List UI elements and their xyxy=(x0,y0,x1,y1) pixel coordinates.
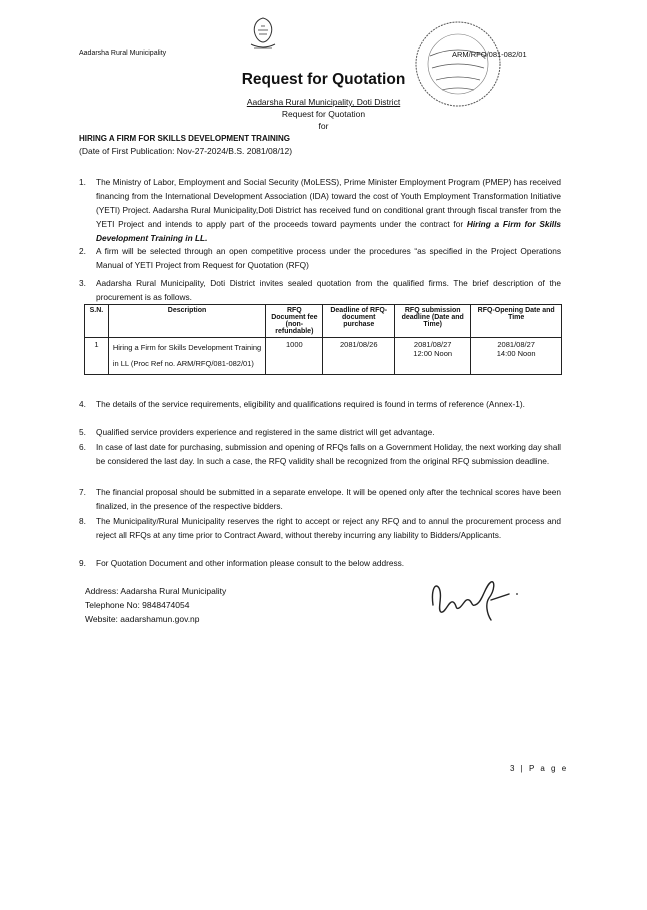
page-title: Request for Quotation xyxy=(241,71,406,88)
clause-2 xyxy=(79,244,561,272)
office-name: Aadarsha Rural Municipality, Doti District xyxy=(246,97,401,107)
opening-time: 14:00 Noon xyxy=(496,349,536,358)
signature-mark xyxy=(425,570,525,630)
contact-website: Website: aadarshamun.gov.np xyxy=(85,614,200,624)
clause-5 xyxy=(79,425,561,439)
clause-text: Qualified service providers experience and registered in the same district will get advantage. xyxy=(96,427,435,437)
clause-number: 5. xyxy=(79,427,86,437)
publication-date: (Date of First Publication: Nov-27-2024/B.S. 2081/08/12) xyxy=(79,146,293,156)
page-number: 3 | P a g e xyxy=(510,764,569,773)
clause-text: The Municipality/Rural Municipality reserves the right to accept or reject any RFQ and to annul the procurement process and reject all RFQs at any time prior to Contract Award, without thereby incurring any liability to Bidders/Applicants. xyxy=(96,516,561,540)
clause-number: 6. xyxy=(79,442,86,452)
clause-8 xyxy=(79,514,561,542)
clause-number: 2. xyxy=(79,246,86,256)
submission-time: 12:00 Noon xyxy=(413,349,453,358)
cell-sn: 1 xyxy=(85,338,109,375)
column-header-fee: RFQ Document fee (non-refundable) xyxy=(266,305,323,338)
cell-opening xyxy=(471,338,562,375)
subtitle-rfq: Request for Quotation xyxy=(281,109,366,119)
clause-text: In case of last date for purchasing, submission and opening of RFQs falls on a Government Holiday, the next working day shall be considered the last day. In such a case, the RFQ validity shall be recognized from the original RFQ submission deadline. xyxy=(96,442,561,466)
cell-fee: 1000 xyxy=(266,338,323,375)
clause-number: 9. xyxy=(79,558,86,568)
column-header-submission: RFQ submission deadline (Date and Time) xyxy=(395,305,471,338)
column-header-purchase-deadline: Deadline of RFQ-document purchase xyxy=(323,305,395,338)
project-title: HIRING A FIRM FOR SKILLS DEVELOPMENT TRAINING xyxy=(79,134,290,143)
clause-text: A firm will be selected through an open competitive process under the procedures “as specified in the Project Operations Manual of YETI Project from Request for Quotation (RFQ) xyxy=(96,246,561,270)
cell-submission xyxy=(395,338,471,375)
clause-number: 4. xyxy=(79,399,86,409)
column-header-sn: S.N. xyxy=(85,305,109,338)
clause-1 xyxy=(79,175,561,245)
nepal-emblem-icon xyxy=(245,14,281,56)
clause-number: 1. xyxy=(79,177,86,187)
clause-text: For Quotation Document and other information please consult to the below address. xyxy=(96,558,405,568)
contact-address: Address: Aadarsha Rural Municipality xyxy=(85,586,227,596)
clause-6 xyxy=(79,440,561,468)
clause-number: 3. xyxy=(79,278,86,288)
clause-7 xyxy=(79,485,561,513)
submission-date: 2081/08/27 xyxy=(413,340,452,349)
column-header-description: Description xyxy=(108,305,265,338)
header-reference-number: ARM/RFQ/081-082/01 xyxy=(452,50,527,59)
subtitle-for: for xyxy=(318,121,329,131)
clause-text: The financial proposal should be submitted in a separate envelope. It will be opened only after the technical scores have been finalized, in the presence of the respective bidders. xyxy=(96,487,561,511)
opening-date: 2081/08/27 xyxy=(497,340,535,349)
header-municipality-name: Aadarsha Rural Municipality xyxy=(79,50,167,57)
cell-description: Hiring a Firm for Skills Development Training in LL (Proc Ref no. ARM/RFQ/081-082/01) xyxy=(108,338,265,375)
clause-text: The Ministry of Labor, Employment and Social Security (MoLESS), Prime Minister Employment Program (PMEP) has received financing from the International Development Association (IDA) toward the cost of Youth Employment Transformation Initiative (YETI) Project. Aadarsha Rural Municipality,Doti District has received fund on conditional grant through fiscal transfer from the YETI Project and intends to apply part of the proceeds toward payments under the contract for xyxy=(96,177,561,229)
clause-number: 8. xyxy=(79,516,86,526)
cell-purchase-deadline: 2081/08/26 xyxy=(323,338,395,375)
clause-number: 7. xyxy=(79,487,86,497)
clause-3 xyxy=(79,276,561,304)
column-header-opening: RFQ-Opening Date and Time xyxy=(471,305,562,338)
clause-emphasis: Hiring a Firm for Skills Development Training in LL. xyxy=(96,219,562,243)
procurement-table xyxy=(84,304,562,375)
clause-text: Aadarsha Rural Municipality, Doti District invites sealed quotation from the qualified firms. The brief description of the procurement is as follows. xyxy=(96,278,561,302)
clause-text: The details of the service requirements, eligibility and qualifications required is found in terms of reference (Annex-1). xyxy=(96,399,525,409)
table-row xyxy=(85,338,562,375)
table-header-row xyxy=(85,305,562,338)
contact-telephone: Telephone No: 9848474054 xyxy=(85,600,190,610)
clause-9 xyxy=(79,556,561,570)
clause-4 xyxy=(79,397,561,411)
